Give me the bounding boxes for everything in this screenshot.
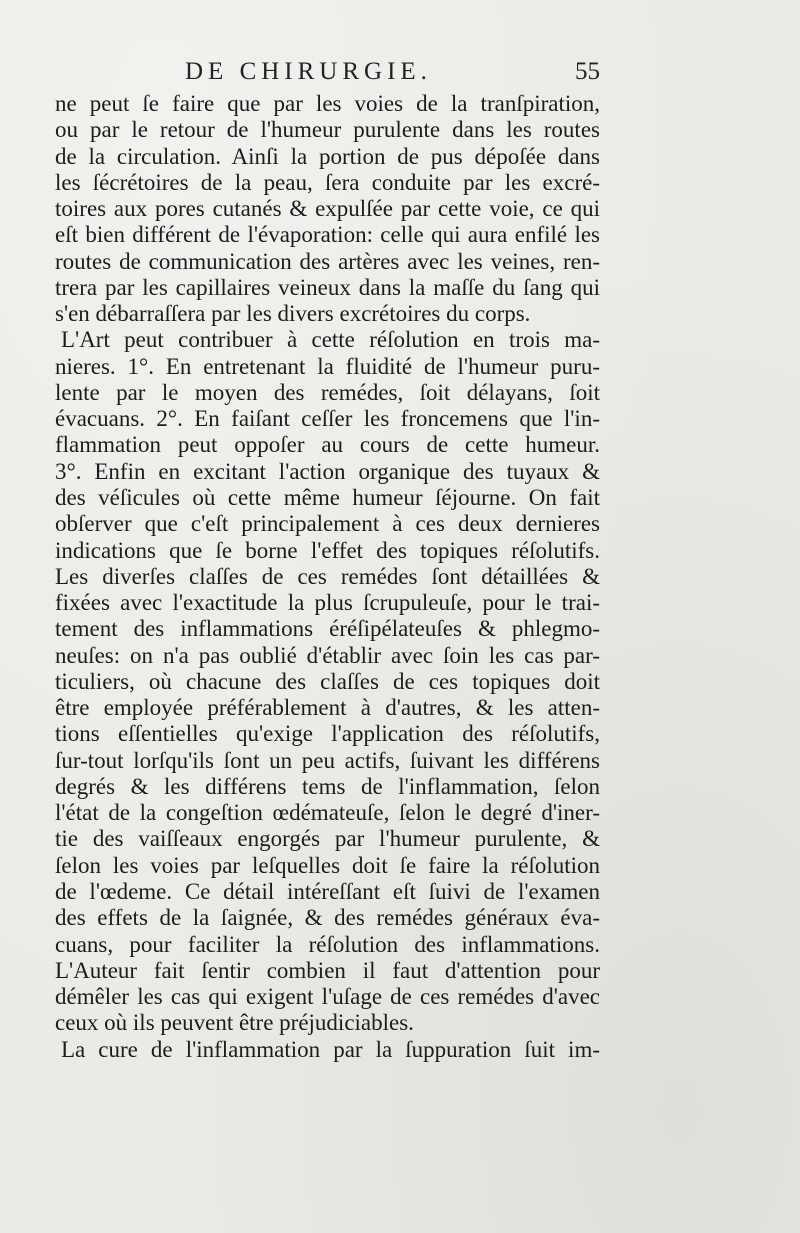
- text-line: ſur-tout lorſqu'ils ſont un peu actifs, ſuivant les différens: [55, 747, 600, 773]
- text-line: flammation peut oppoſer au cours de cette humeur.: [55, 432, 600, 458]
- text-line: des véſicules où cette même humeur ſéjourne. On fait: [55, 484, 600, 510]
- text-line: Les diverſes claſſes de ces remédes ſont détaillées &: [55, 563, 600, 589]
- text-line: l'état de la congeſtion œdémateuſe, ſelon le degré d'iner-: [55, 800, 600, 826]
- text-line: les ſécrétoires de la peau, ſera conduite par les excré-: [55, 169, 600, 195]
- text-line: L'Auteur fait ſentir combien il faut d'attention pour: [55, 957, 600, 983]
- text-line: neuſes: on n'a pas oublié d'établir avec ſoin les cas par-: [55, 642, 600, 668]
- text-line: eſt bien différent de l'évaporation: celle qui aura enfilé les: [55, 222, 600, 248]
- text-line: degrés & les différens tems de l'inflammation, ſelon: [55, 773, 600, 799]
- page-number: 55: [575, 58, 600, 85]
- page-header: [55, 58, 600, 94]
- text-line: ſelon les voies par leſquelles doit ſe faire la réſolution: [55, 852, 600, 878]
- text-line: indications que ſe borne l'effet des topiques réſolutifs.: [55, 537, 600, 563]
- text-line: nieres. 1°. En entretenant la fluidité de l'humeur puru-: [55, 353, 600, 379]
- text-line: La cure de l'inflammation par la ſuppuration ſuit im-: [61, 1036, 600, 1062]
- text-line: L'Art peut contribuer à cette réſolution en trois ma-: [61, 327, 600, 353]
- text-line: fixées avec l'exactitude la plus ſcrupuleuſe, pour le trai-: [55, 590, 600, 616]
- text-line: démêler les cas qui exigent l'uſage de ces remédes d'avec: [55, 984, 600, 1010]
- text-line: toires aux pores cutanés & expulſée par cette voie, ce qui: [55, 196, 600, 222]
- text-line: ne peut ſe faire que par les voies de la tranſpiration,: [55, 91, 600, 116]
- text-line: de l'œdeme. Ce détail intéreſſant eſt ſuivi de l'examen: [55, 878, 600, 904]
- text-line: cuans, pour faciliter la réſolution des inflammations.: [55, 931, 600, 957]
- body-text: [55, 91, 600, 1063]
- text-line: tement des inflammations éréſipélateuſes & phlegmo-: [55, 616, 600, 642]
- text-line: 3°. Enfin en excitant l'action organique des tuyaux &: [55, 458, 600, 484]
- text-line: tions eſſentielles qu'exige l'application des réſolutifs,: [55, 721, 600, 747]
- text-line: s'en débarraſſera par les divers excrétoires du corps.: [55, 301, 531, 327]
- text-line: trera par les capillaires veineux dans la maſſe du ſang qui: [55, 274, 600, 300]
- text-line: évacuans. 2°. En faiſant ceſſer les froncemens que l'in-: [55, 406, 600, 432]
- text-line: tie des vaiſſeaux engorgés par l'humeur purulente, &: [55, 826, 600, 852]
- text-line: ticuliers, où chacune des claſſes de ces topiques doit: [55, 668, 600, 694]
- running-head: DE CHIRURGIE.: [185, 58, 432, 85]
- text-line: être employée préférablement à d'autres, & les atten-: [55, 695, 600, 721]
- text-line: lente par le moyen des remédes, ſoit délayans, ſoit: [55, 379, 600, 405]
- text-line: ceux où ils peuvent être préjudiciables.: [55, 1010, 414, 1036]
- text-line: ou par le retour de l'humeur purulente dans les routes: [55, 117, 600, 143]
- text-line: des effets de la ſaignée, & des remédes généraux éva-: [55, 905, 600, 931]
- text-line: de la circulation. Ainſi la portion de pus dépoſée dans: [55, 143, 600, 169]
- text-line: obſerver que c'eſt principalement à ces deux dernieres: [55, 511, 600, 537]
- text-line: routes de communication des artères avec les veines, ren-: [55, 248, 600, 274]
